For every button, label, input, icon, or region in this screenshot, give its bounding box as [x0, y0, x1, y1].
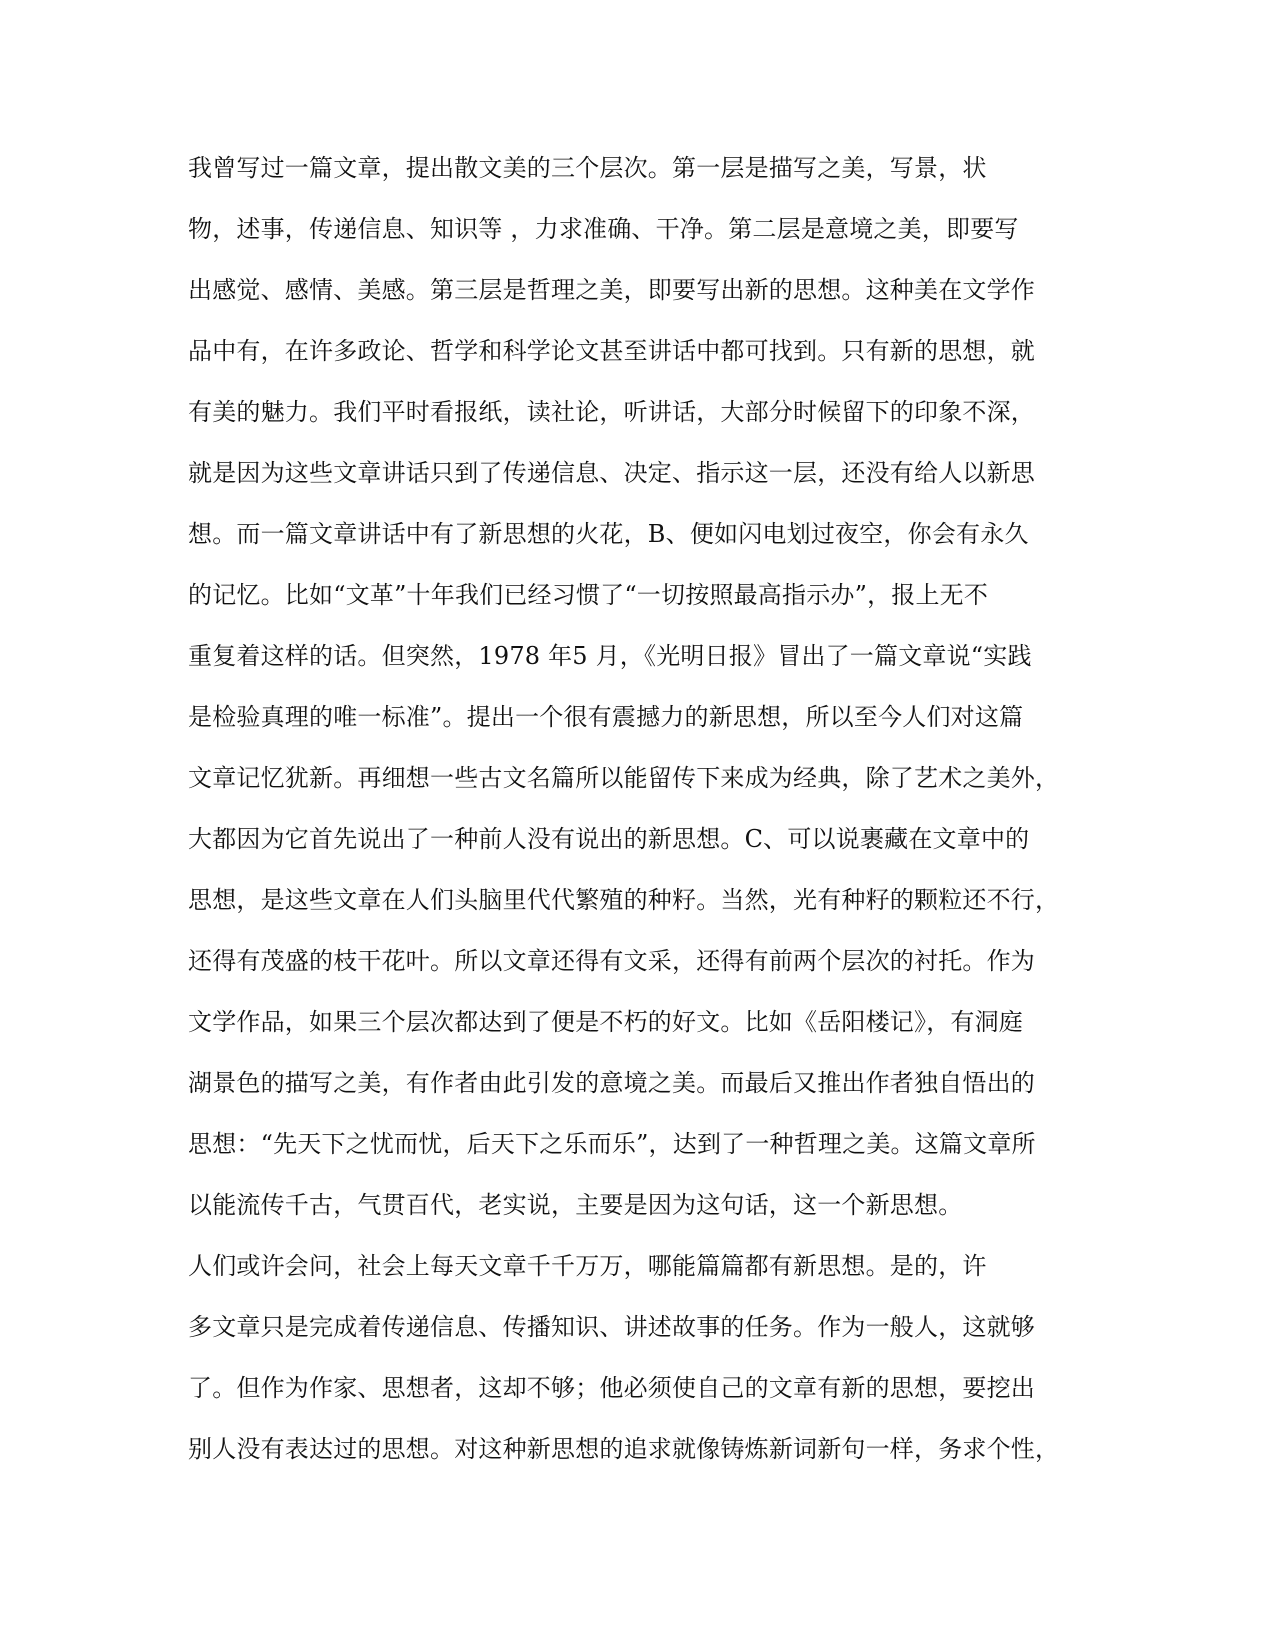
text-line: 还得有茂盛的枝干花叶。所以文章还得有文采，还得有前两个层次的衬托。作为: [188, 947, 1035, 975]
text-line: 多文章只是完成着传递信息、传播知识、讲述故事的任务。作为一般人，这就够: [188, 1313, 1035, 1341]
text-line: 物，述事，传递信息、知识等 ，力求准确、干净。第二层是意境之美，即要写: [188, 215, 1019, 243]
text-line: 是检验真理的唯一标准”。提出一个很有震撼力的新思想，所以至今人们对这篇: [188, 703, 1024, 731]
text-line: 思想，是这些文章在人们头脑里代代繁殖的种籽。当然，光有种籽的颗粒还不行，: [188, 886, 1060, 914]
body-text: [188, 148, 1088, 1490]
text-line: 湖景色的描写之美，有作者由此引发的意境之美。而最后又推出作者独自悟出的: [188, 1069, 1035, 1097]
text-line: 就是因为这些文章讲话只到了传递信息、决定、指示这一层，还没有给人以新思: [188, 459, 1035, 487]
text-line: 我曾写过一篇文章，提出散文美的三个层次。第一层是描写之美，写景，状: [188, 154, 987, 182]
text-line: 了。但作为作家、思想者，这却不够；他必须使自己的文章有新的思想，要挖出: [188, 1374, 1035, 1402]
text-line: 文章记忆犹新。再细想一些古文名篇所以能留传下来成为经典，除了艺术之美外，: [188, 764, 1060, 792]
text-line: 思想：“先天下之忧而忧，后天下之乐而乐”，达到了一种哲理之美。这篇文章所: [188, 1130, 1036, 1158]
text-line: 品中有，在许多政论、哲学和科学论文甚至讲话中都可找到。只有新的思想，就: [188, 337, 1035, 365]
text-line: 别人没有表达过的思想。对这种新思想的追求就像铸炼新词新句一样，务求个性，: [188, 1435, 1060, 1463]
text-line: 出感觉、感情、美感。第三层是哲理之美，即要写出新的思想。这种美在文学作: [188, 276, 1035, 304]
text-line: 文学作品，如果三个层次都达到了便是不朽的好文。比如《岳阳楼记》，有洞庭: [188, 1008, 1023, 1036]
text-line: 以能流传千古，气贯百代，老实说，主要是因为这句话，这一个新思想。: [188, 1191, 963, 1219]
text-line: 大都因为它首先说出了一种前人没有说出的新思想。C、可以说裹藏在文章中的: [188, 825, 1030, 853]
text-line: 重复着这样的话。但突然，1978 年5 月，《光明日报》冒出了一篇文章说“实践: [188, 642, 1032, 670]
text-line: 想。而一篇文章讲话中有了新思想的火花，B、便如闪电划过夜空，你会有永久: [188, 520, 1029, 548]
text-line: 有美的魅力。我们平时看报纸，读社论，听讲话，大部分时候留下的印象不深，: [188, 398, 1035, 426]
paragraph-start-line: 人们或许会问，社会上每天文章千千万万，哪能篇篇都有新思想。是的，许: [188, 1252, 987, 1280]
text-line: 的记忆。比如“文革”十年我们已经习惯了“一切按照最高指示办”，报上无不: [188, 581, 989, 609]
